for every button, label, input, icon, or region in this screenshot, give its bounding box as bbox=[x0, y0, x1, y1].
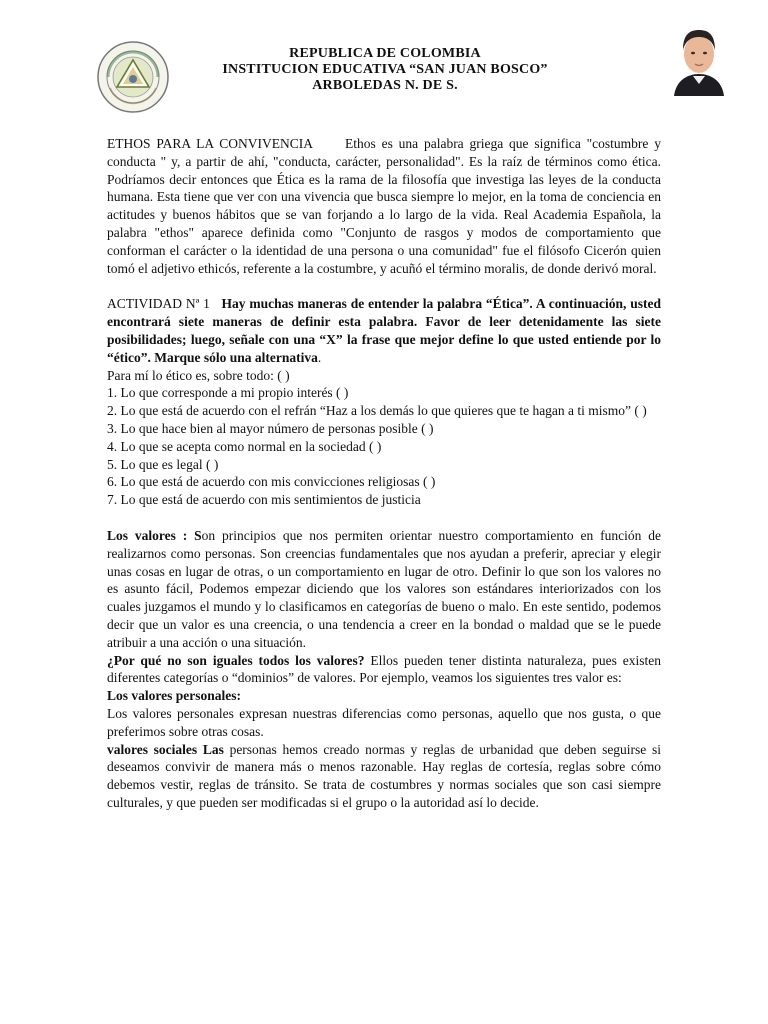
option-4: 4. Lo que se acepta como normal en la sociedad ( ) bbox=[107, 438, 382, 454]
social-values-paragraph bbox=[107, 741, 661, 812]
social-values-body: personas hemos creado normas y reglas de urbanidad que deben seguirse si deseamos convivir de manera más o menos razonable. Hay reglas de cortesía, reglas sobre cómo debemos vestir, reglas de tránsito. Se trata de costumbres y normas sociales que son casi siempre culturales, y que pueden ser modificadas si el grupo o la autoridad así lo decide. bbox=[107, 741, 661, 810]
values-question: ¿Por qué no son iguales todos los valores? bbox=[107, 652, 365, 668]
activity-label: ACTIVIDAD Nª 1 bbox=[107, 296, 210, 312]
school-seal-logo bbox=[96, 40, 170, 114]
document-body bbox=[107, 135, 661, 812]
values-heading: Los valores : S bbox=[107, 527, 202, 543]
option-7: 7. Lo que está de acuerdo con mis sentimientos de justicia bbox=[107, 492, 421, 508]
option-1: 1. Lo que corresponde a mi propio interés ( ) bbox=[107, 385, 349, 401]
activity-prompt: Para mí lo ético es, sobre todo: ( ) bbox=[107, 367, 290, 383]
values-paragraph bbox=[107, 527, 661, 652]
option-2: 2. Lo que está de acuerdo con el refrán “Haz a los demás lo que quieres que te hagan a ti mismo” ( ) bbox=[107, 403, 647, 419]
header-institution: INSTITUCION EDUCATIVA “SAN JUAN BOSCO” bbox=[222, 62, 548, 77]
activity-instruction: Hay muchas maneras de entender la palabra “Ética”. A continuación, usted encontrará siete maneras de definir esta palabra. Favor de leer detenidamente las siete posibilidades; luego, señale con una “X” la frase que mejor define lo que usted entiende por lo “ético”. Marque sólo una alternativa bbox=[107, 296, 662, 365]
document-header bbox=[170, 46, 600, 94]
header-location: ARBOLEDAS N. DE S. bbox=[312, 78, 458, 93]
social-values-heading: valores sociales Las bbox=[107, 741, 224, 757]
values-question-body: Ellos pueden tener distinta naturaleza, pues existen diferentes categorías o “dominios” de valores. Por ejemplo, veamos los siguientes tres valor es: bbox=[107, 652, 661, 686]
values-intro: on principios que nos permiten orientar nuestro comportamiento en función de realizarnos como personas. Son creencias fundamentales que nos ayudan a preferir, apreciar y elegir unas cosas en lugar de otras, o un comportamiento en lugar de otro. Definir lo que son los valores no es asunto fácil, Podemos empezar diciendo que los valores son estándares interiorizados con los cuales juzgamos el mundo y lo clasificamos en categorías de bueno o malo. En este sentido, podemos decir que un valor es una creencia, o una tendencia a creer en la bondad o maldad que se le puede atribuir a una acción o una situación. bbox=[107, 527, 661, 650]
ethos-paragraph bbox=[107, 135, 661, 277]
saint-portrait-image bbox=[670, 22, 728, 96]
option-3: 3. Lo que hace bien al mayor número de personas posible ( ) bbox=[107, 420, 434, 436]
personal-values-body: Los valores personales expresan nuestras diferencias como personas, aquello que nos gusta, o que preferimos sobre otras cosas. bbox=[107, 705, 661, 739]
option-5: 5. Lo que es legal ( ) bbox=[107, 456, 219, 472]
ethos-body: Ethos es una palabra griega que significa "costumbre y conducta " y, a partir de ahí, "conducta, carácter, personalidad". Es la raíz de términos como ética. Podríamos decir entonces que Ética es la rama de la filosofía que investiga las leyes de la conducta humana. Esta tiene que ver con una vivencia que busca siempre lo mejor, en la toma de conciencia en actitudes y buenos hábitos que se van forjando a lo largo de la vida. Real Academia Española, la palabra "ethos" aparece definida como "Conjunto de rasgos y modos de comportamiento que conforman el carácter o la identidad de una persona o una comunidad" fue el filósofo Cicerón quien tomó el adjetivo ethicós, referente a la costumbre, y acuñó el término moralis, de donde derivó moral. bbox=[107, 136, 661, 276]
values-question-paragraph bbox=[107, 652, 661, 688]
option-6: 6. Lo que está de acuerdo con mis convicciones religiosas ( ) bbox=[107, 474, 436, 490]
ethos-heading: ETHOS PARA LA CONVIVENCIA bbox=[107, 136, 313, 151]
header-country: REPUBLICA DE COLOMBIA bbox=[289, 46, 481, 61]
activity-paragraph: ACTIVIDAD Nª 1 Hay muchas maneras de entender la palabra “Ética”. A continuación, usted encontrará siete maneras de definir esta palabra. Favor de leer detenidamente las siete posibilidades; luego, señale con una “X” la frase que mejor define lo que usted entiende por lo “ético”. Marque sólo una alternativa. bbox=[107, 296, 662, 365]
personal-values-heading: Los valores personales: bbox=[107, 688, 241, 704]
